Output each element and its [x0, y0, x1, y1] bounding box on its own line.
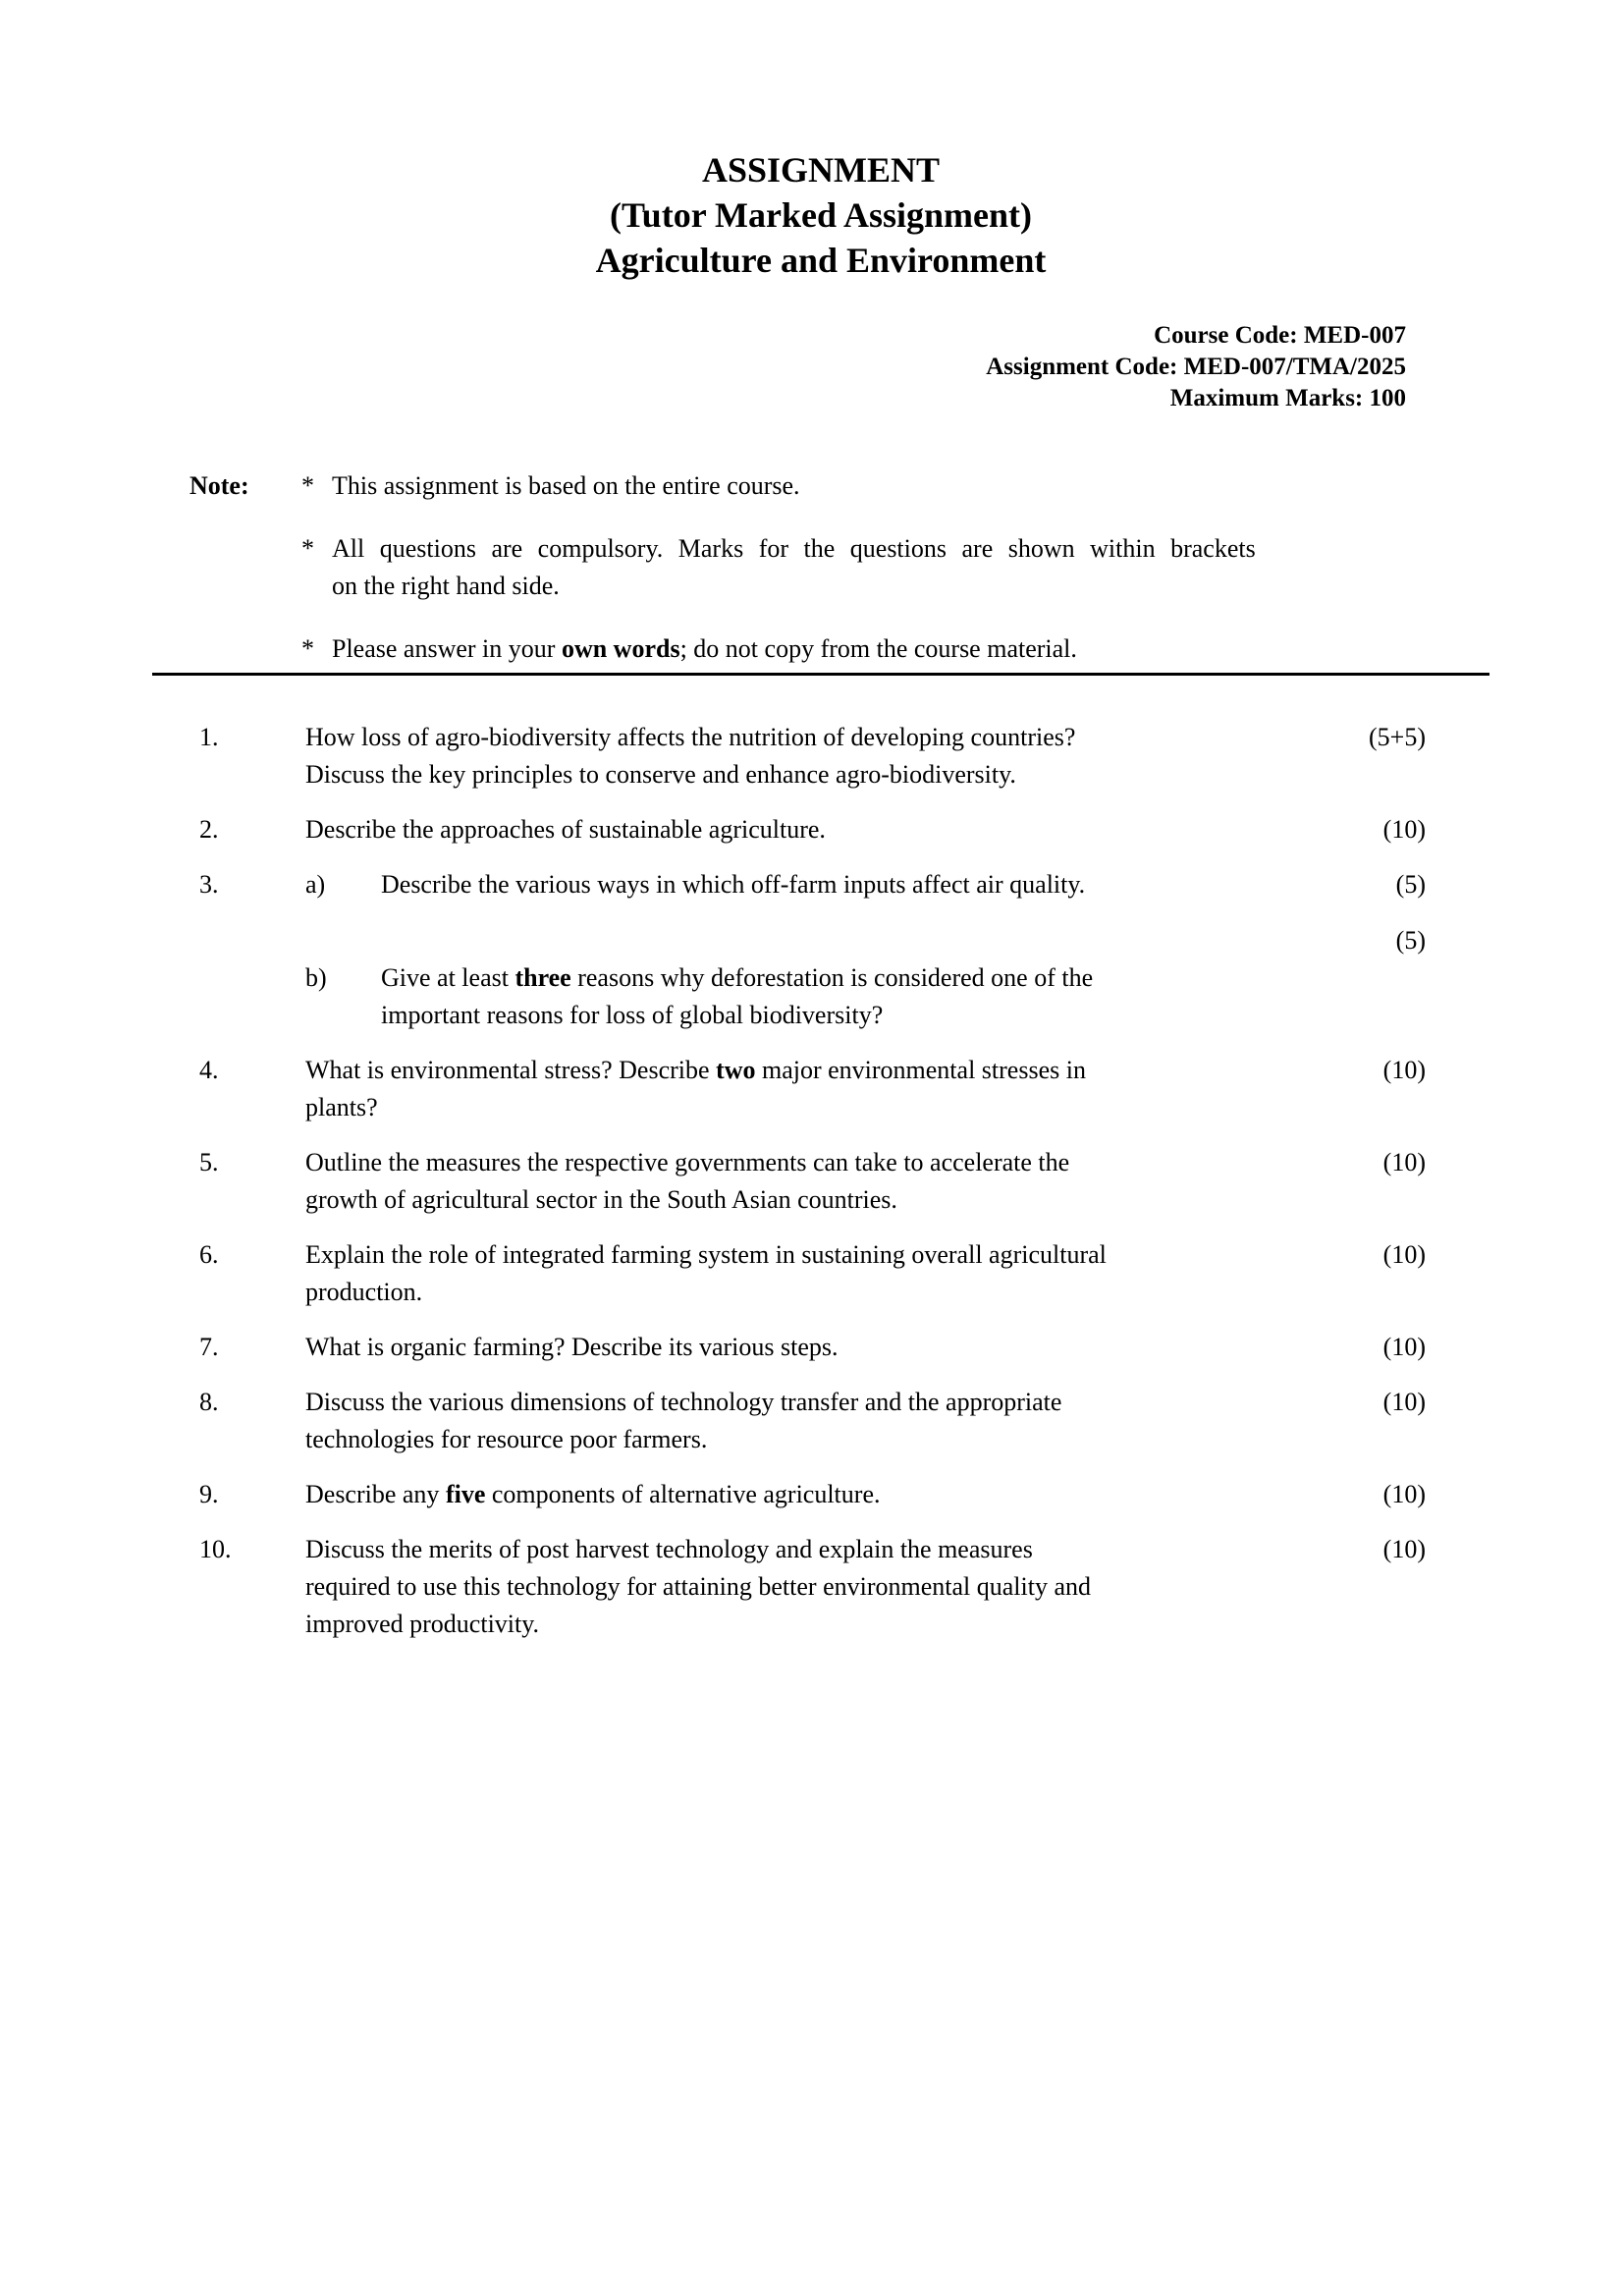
question-number: 8. [199, 1388, 219, 1416]
question-marks: (10) [1382, 1148, 1426, 1176]
question-row [152, 866, 1489, 1034]
question-number: 7. [199, 1333, 219, 1361]
question-number: 6. [199, 1240, 219, 1269]
question-marks: (10) [1382, 1240, 1426, 1269]
question-number: 2. [199, 815, 219, 844]
question-marks: (10) [1382, 1056, 1426, 1084]
question-number: 3. [199, 870, 219, 899]
question-marks: (5+5) [1369, 723, 1426, 751]
note-item-text: This assignment is based on the entire course. [332, 471, 800, 500]
sub-question-letter: a) [305, 870, 326, 899]
question-row [152, 1144, 1489, 1219]
question-text: Describe any five components of alternative agriculture. [305, 1480, 881, 1508]
sub-question-row [305, 866, 1489, 903]
asterisk-bullet: * [301, 534, 314, 563]
question-text: Outline the measures the respective governments can take to accelerate the growth of agricultural sector in the South Asian countries. [305, 1148, 1070, 1214]
questions-list [152, 719, 1489, 1643]
sub-questions [305, 866, 1489, 1034]
question-marks: (5) [1395, 926, 1426, 955]
question-marks: (10) [1382, 1333, 1426, 1361]
question-text: What is environmental stress? Describe two major environmental stresses in plants? [305, 1056, 1086, 1121]
divider [152, 673, 1489, 676]
page-subtitle: (Tutor Marked Assignment) [609, 195, 1033, 235]
question-number: 10. [199, 1535, 232, 1563]
asterisk-bullet: * [301, 471, 314, 500]
sub-question-row [305, 959, 1489, 1034]
sub-question-letter: b) [305, 963, 327, 992]
question-row [152, 1329, 1489, 1366]
question-row [152, 719, 1489, 793]
note-item-text: Please answer in your own words; do not copy from the course material. [332, 634, 1077, 663]
question-text: What is organic farming? Describe its various steps. [305, 1333, 839, 1361]
question-text: Explain the role of integrated farming system in sustaining overall agricultural production. [305, 1240, 1107, 1306]
question-marks: (10) [1382, 815, 1426, 844]
question-text: Discuss the various dimensions of technology transfer and the appropriate technologies for resource poor farmers. [305, 1388, 1062, 1453]
course-title: Agriculture and Environment [595, 241, 1047, 280]
question-text: Describe the various ways in which off-farm inputs affect air quality. [381, 870, 1086, 899]
question-marks: (10) [1382, 1535, 1426, 1563]
question-row [152, 811, 1489, 848]
course-meta [152, 320, 1406, 414]
asterisk-bullet: * [301, 634, 314, 663]
course-code: Course Code: MED-007 [1154, 322, 1406, 349]
question-number: 1. [199, 723, 219, 751]
question-text: Describe the approaches of sustainable agriculture. [305, 815, 826, 844]
note-item [152, 630, 1489, 668]
note-item-text: All questions are compulsory. Marks for the questions are shown within brackets on the right hand side. [332, 534, 1256, 600]
page-title: ASSIGNMENT [701, 150, 941, 190]
question-row [152, 1236, 1489, 1311]
question-number: 4. [199, 1056, 219, 1084]
question-text: Give at least three reasons why deforestation is considered one of the important reasons for loss of global biodiversity? [381, 963, 1094, 1029]
question-row [152, 1384, 1489, 1458]
note-label: Note: [189, 471, 249, 500]
question-row [152, 1531, 1489, 1643]
note-section [152, 467, 1489, 668]
question-number: 9. [199, 1480, 219, 1508]
question-marks: (10) [1382, 1388, 1426, 1416]
question-row [152, 1052, 1489, 1126]
note-item [152, 530, 1489, 605]
document-header [152, 0, 1489, 283]
maximum-marks: Maximum Marks: 100 [1169, 385, 1406, 411]
question-marks: (5) [1395, 870, 1426, 899]
question-number: 5. [199, 1148, 219, 1176]
question-row [152, 1476, 1489, 1513]
question-text: Discuss the merits of post harvest technology and explain the measures required to use this technology for attaining better environmental quality and improved productivity. [305, 1535, 1091, 1638]
note-item [152, 467, 1489, 505]
question-text: How loss of agro-biodiversity affects the nutrition of developing countries? Discuss the key principles to conserve and enhance agro-biodiversity. [305, 723, 1076, 789]
marks-only-row [305, 922, 1489, 959]
question-marks: (10) [1382, 1480, 1426, 1508]
assignment-code: Assignment Code: MED-007/TMA/2025 [986, 354, 1406, 380]
